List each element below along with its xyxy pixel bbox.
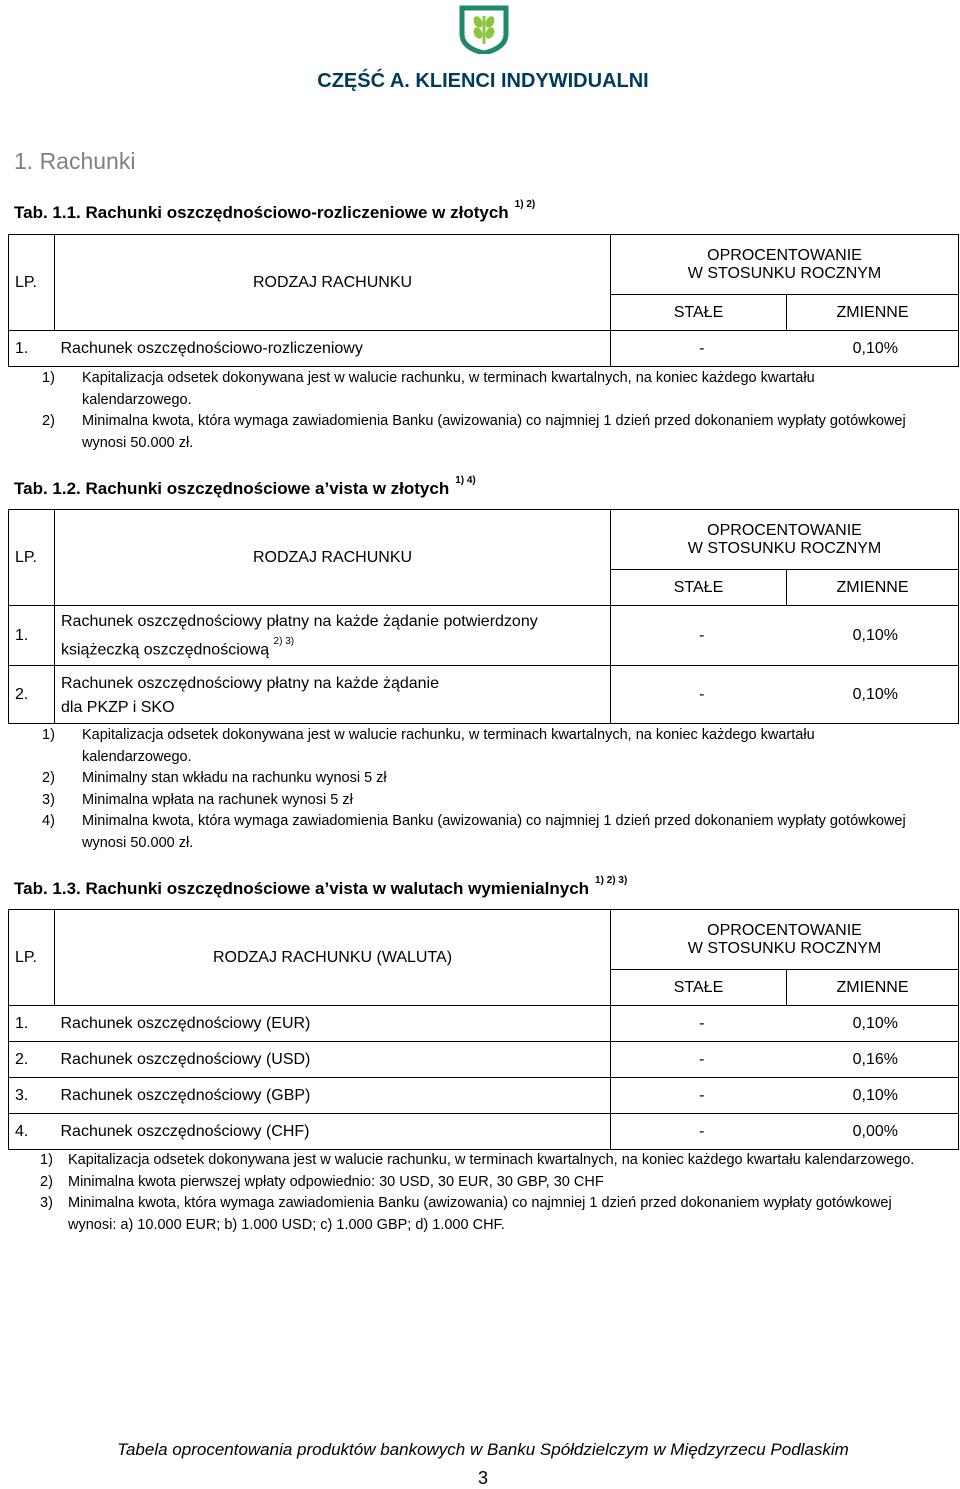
row-fixed: - [611, 331, 787, 367]
row-variable: 0,00% [787, 1114, 959, 1150]
table1-caption: Tab. 1.1. Rachunki oszczędnościowo-rozliczeniowe w złotych $^{1) 2)}$ [14, 199, 536, 222]
table3 [8, 909, 959, 1150]
footnote: 1) Kapitalizacja odsetek dokonywana jest w walucie rachunku, w terminach kwartalnych, na koniec każdego kwartału kalendarzowego. [42, 370, 815, 408]
table-row [9, 1006, 959, 1042]
header-type: RODZAJ RACHUNKU [55, 510, 611, 606]
row-name: Rachunek oszczędnościowy (USD) [55, 1042, 611, 1078]
footnote: 1) Kapitalizacja odsetek dokonywana jest w walucie rachunku, w terminach kwartalnych, na koniec każdego kwartału kalendarzowego. [42, 727, 815, 765]
table1 [8, 234, 959, 367]
table-row [9, 1042, 959, 1078]
header-variable: ZMIENNE [787, 970, 959, 1006]
row-lp: 4. [9, 1114, 55, 1150]
table-row [9, 1114, 959, 1150]
table2-caption: Tab. 1.2. Rachunki oszczędnościowe a’vista w złotych $^{1) 4)}$ [14, 475, 476, 498]
header-variable: ZMIENNE [787, 295, 959, 331]
section-title: 1. Rachunki [14, 148, 136, 174]
row-name: Rachunek oszczędnościowy płatny na każde żądanie potwierdzony książeczką oszczędnościową $^{2) 3)}$ [55, 606, 611, 666]
table-row [9, 1078, 959, 1114]
footnote: 1) Kapitalizacja odsetek dokonywana jest w walucie rachunku, w terminach kwartalnych, na koniec każdego kwartału kalendarzowego. [40, 1152, 915, 1168]
table-row [9, 606, 959, 666]
row-variable: 0,10% [787, 331, 959, 367]
row-variable: 0,16% [787, 1042, 959, 1078]
row-fixed: - [611, 1078, 787, 1114]
row-name: Rachunek oszczędnościowo-rozliczeniowy [55, 331, 611, 367]
header-lp: LP. [9, 235, 55, 331]
footnote: 3) Minimalna kwota, która wymaga zawiadomienia Banku (awizowania) co najmniej 1 dzień przed dokonaniem wypłaty gotówkowej wynosi: a) 10.000 EUR; b) 1.000 USD; c) 1.000 GBP; d) 1.000 CHF. [40, 1195, 892, 1233]
bank-logo-icon [456, 4, 512, 54]
row-fixed: - [611, 1006, 787, 1042]
footnote: 2) Minimalny stan wkładu na rachunku wynosi 5 zł [42, 770, 387, 786]
footnote: 2) Minimalna kwota, która wymaga zawiadomienia Banku (awizowania) co najmniej 1 dzień przed dokonaniem wypłaty gotówkowej wynosi 50.000 zł. [42, 413, 906, 451]
row-name: Rachunek oszczędnościowy (EUR) [55, 1006, 611, 1042]
table3-caption: Tab. 1.3. Rachunki oszczędnościowe a’vista w walutach wymienialnych $^{1) 2) 3)}$ [14, 875, 628, 898]
table1-notes [42, 368, 922, 454]
footnote: 4) Minimalna kwota, która wymaga zawiadomienia Banku (awizowania) co najmniej 1 dzień przed dokonaniem wypłaty gotówkowej wynosi 50.000 zł. [42, 813, 906, 851]
row-variable: 0,10% [787, 606, 959, 666]
row-fixed: - [611, 606, 787, 666]
table-row [9, 666, 959, 724]
row-name: Rachunek oszczędnościowy płatny na każde żądanie dla PKZP i SKO [55, 666, 611, 724]
row-name: Rachunek oszczędnościowy (GBP) [55, 1078, 611, 1114]
header-fixed: STAŁE [611, 570, 787, 606]
header-rate: OPROCENTOWANIE W STOSUNKU ROCZNYM [611, 510, 959, 570]
footnote: 3) Minimalna wpłata na rachunek wynosi 5 zł [42, 791, 353, 808]
row-lp: 1. [9, 331, 55, 367]
row-lp: 1. [9, 606, 55, 666]
row-lp: 2. [9, 1042, 55, 1078]
row-lp: 2. [9, 666, 55, 724]
row-name: Rachunek oszczędnościowy (CHF) [55, 1114, 611, 1150]
row-lp: 3. [9, 1078, 55, 1114]
row-fixed: - [611, 1114, 787, 1150]
table2 [8, 509, 959, 724]
page-footer: Tabela oprocentowania produktów bankowych w Banku Spółdzielczym w Międzyrzecu Podlaskim [117, 1440, 849, 1459]
page-title: CZĘŚĆ A. KLIENCI INDYWIDUALNI [317, 70, 649, 92]
header-rate: OPROCENTOWANIE W STOSUNKU ROCZNYM [611, 910, 959, 970]
row-variable: 0,10% [787, 1006, 959, 1042]
header-variable: ZMIENNE [787, 570, 959, 606]
header-type: RODZAJ RACHUNKU (WALUTA) [55, 910, 611, 1006]
row-fixed: - [611, 1042, 787, 1078]
table3-notes [40, 1150, 920, 1236]
header-type: RODZAJ RACHUNKU [55, 235, 611, 331]
row-lp: 1. [9, 1006, 55, 1042]
header-fixed: STAŁE [611, 970, 787, 1006]
header-lp: LP. [9, 910, 55, 1006]
header-rate: OPROCENTOWANIE W STOSUNKU ROCZNYM [611, 235, 959, 295]
table-row [9, 331, 959, 367]
table2-notes [42, 725, 922, 854]
header-lp: LP. [9, 510, 55, 606]
page-number: 3 [477, 1468, 488, 1488]
footnote: 2) Minimalna kwota pierwszej wpłaty odpowiednio: 30 USD, 30 EUR, 30 GBP, 30 CHF [40, 1173, 604, 1190]
row-variable: 0,10% [787, 1078, 959, 1114]
row-fixed: - [611, 666, 787, 724]
row-variable: 0,10% [787, 666, 959, 724]
header-fixed: STAŁE [611, 295, 787, 331]
